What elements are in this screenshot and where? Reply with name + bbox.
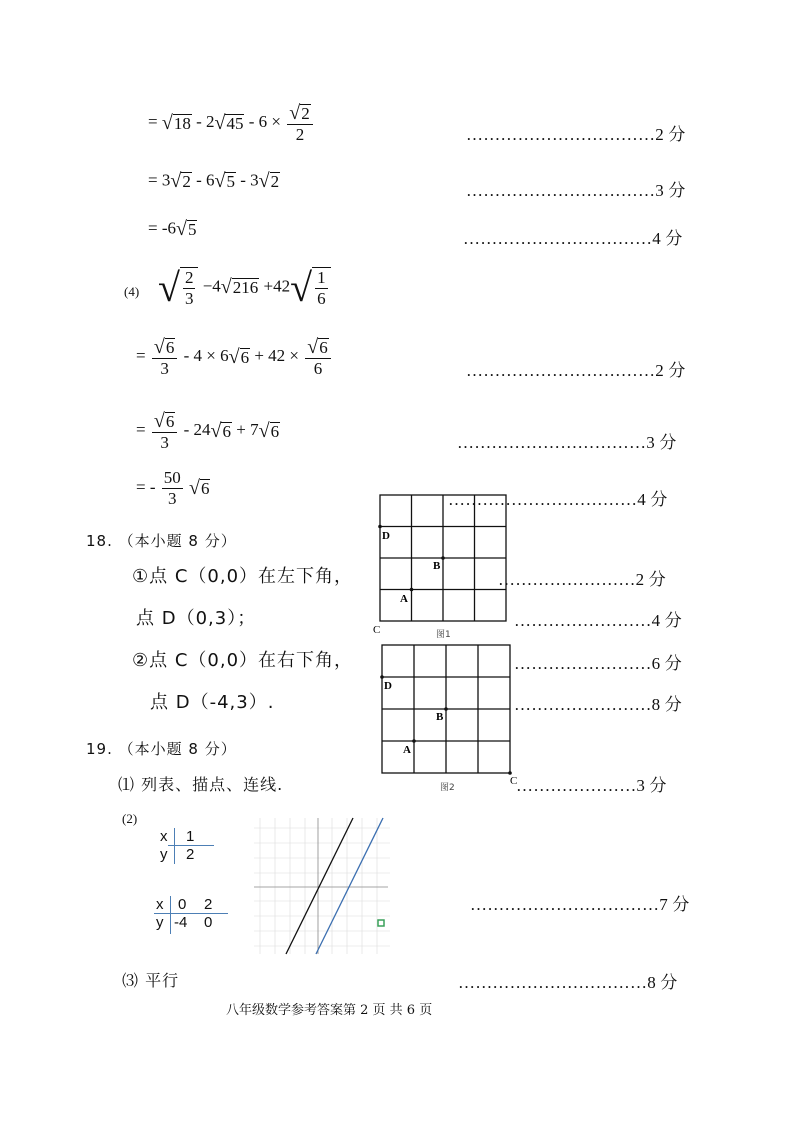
table-2-x-value-2: 2 <box>204 896 213 913</box>
q19-part-2-score: ……………………………7 分 <box>470 895 690 914</box>
label-a: A <box>400 593 408 605</box>
label-c: C <box>373 624 381 636</box>
coordinate-graph <box>252 816 392 956</box>
q18-part-4-score: ……………………8 分 <box>514 695 682 714</box>
step-a-line-1-score: ……………………………2 分 <box>466 125 686 144</box>
line-y-equals-2x <box>286 818 353 954</box>
part-4-line-3: = - $\frac{50}{3}$ √6 <box>136 468 210 508</box>
grid-figure-1 <box>372 492 512 642</box>
table-1-x-value: 1 <box>186 828 195 845</box>
q19-part-2-label: (2) <box>122 811 138 826</box>
figure-1-caption: 图1 <box>436 630 451 640</box>
table-2-x-label: x <box>156 896 164 913</box>
q18-title: 18. （本小题 8 分） <box>86 532 237 550</box>
step-a-line-2-score: ……………………………3 分 <box>466 181 686 200</box>
step-a-line-3-score: ……………………………4 分 <box>463 229 683 248</box>
point-b <box>441 556 445 560</box>
q18-part-1-score: ……………………2 分 <box>498 570 666 589</box>
part-4-line-2-score: ……………………………3 分 <box>457 433 677 452</box>
q19-part-1-score: …………………3 分 <box>516 776 667 795</box>
q19-part-1: ⑴ 列表、描点、连线. <box>118 775 284 794</box>
page-footer: 八年级数学参考答案第 2 页 共 6 页 <box>226 1003 433 1018</box>
part-4-line-1: = $\frac{√6}{3}$ - 4 × 6√6 + 42 × $\frac{√6}{6}$ <box>136 336 333 379</box>
q19-title: 19. （本小题 8 分） <box>86 740 237 758</box>
q18-part-4: 点 D（-4,3）. <box>150 692 275 713</box>
table-2-x-value-1: 0 <box>178 896 187 913</box>
q19-part-3-score: ……………………………8 分 <box>458 973 678 992</box>
value-table-1 <box>156 828 216 868</box>
part-4-line-2: = $\frac{√6}{3}$ - 24√6 + 7√6 <box>136 409 280 452</box>
figure-2-caption: 图2 <box>440 783 455 792</box>
q18-part-3: ②点 C（0,0）在右下角， <box>132 650 354 671</box>
q18-part-1: ①点 C（0,0）在左下角， <box>132 566 354 587</box>
label-a: A <box>403 744 411 756</box>
q18-part-2: 点 D（0,3）； <box>136 608 257 629</box>
table-2-y-label: y <box>156 914 164 931</box>
line-y-equals-2x-minus-4 <box>316 818 383 954</box>
part-4-label: (4) <box>124 284 140 299</box>
step-a-line-3: = -6√5 <box>148 218 197 240</box>
table-1-y-value: 2 <box>186 846 195 863</box>
part-4-line-1-score: ……………………………2 分 <box>466 361 686 380</box>
point-d <box>378 525 382 529</box>
part-4-line-3-score: ……………………………4 分 <box>448 490 668 509</box>
label-b: B <box>436 711 444 723</box>
label-d: D <box>382 530 390 542</box>
grid-figure-2 <box>376 640 522 792</box>
point-a <box>410 588 414 592</box>
label-c: C <box>510 775 518 787</box>
part-4-expression: √ $\frac{2}{3}$ −4√216 +42√ $\frac{1}{6}$ <box>158 264 331 311</box>
q19-part-3: ⑶ 平行 <box>122 971 180 990</box>
table-1-y-label: y <box>160 846 168 863</box>
table-1-x-label: x <box>160 828 168 845</box>
table-2-y-value-2: 0 <box>204 914 213 931</box>
step-a-line-2: = 3√2 - 6√5 - 3√2 <box>148 170 280 192</box>
point-d <box>380 675 384 679</box>
point-a <box>412 739 416 743</box>
marker-square <box>378 920 384 926</box>
q18-part-2-score: ……………………4 分 <box>514 611 682 630</box>
q18-part-3-score: ……………………6 分 <box>514 654 682 673</box>
label-d: D <box>384 680 392 692</box>
point-b <box>444 707 448 711</box>
label-b: B <box>433 560 441 572</box>
value-table-2 <box>154 896 228 936</box>
step-a-line-1: = √18 - 2√45 - 6 × $\frac{√2}{2}$ <box>148 102 315 145</box>
table-2-y-value-1: -4 <box>174 914 188 931</box>
